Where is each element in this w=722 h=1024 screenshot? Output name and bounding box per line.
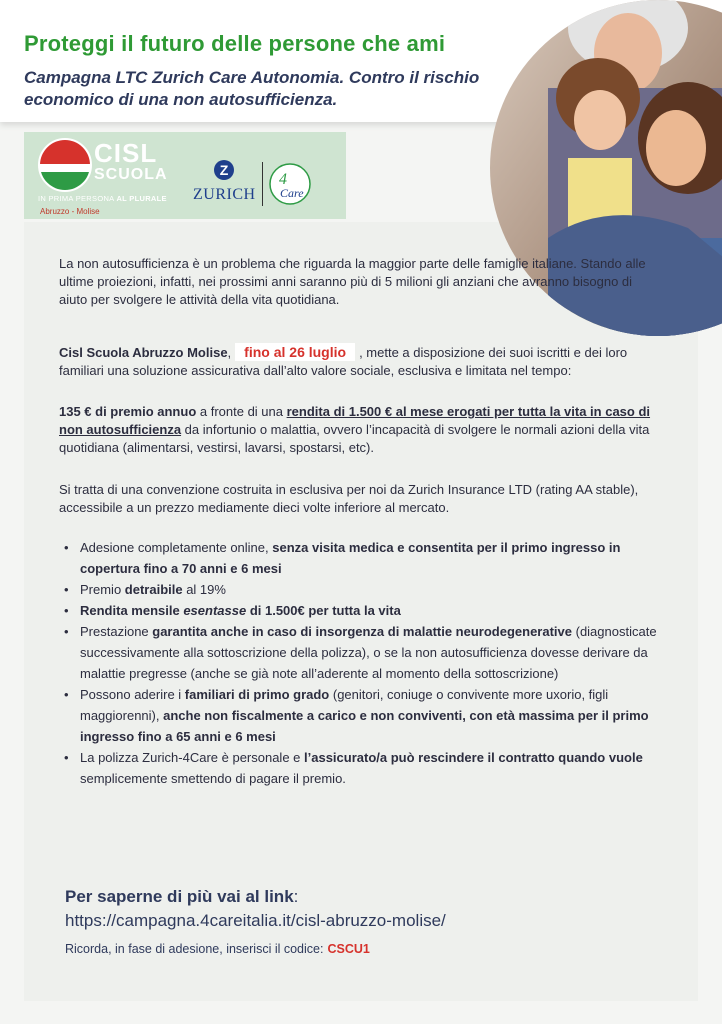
list-item: • Adesione completamente online, senza visita medica e consentita per il primo ingresso in copertura fino a 70 anni e 6 mesi — [59, 537, 659, 579]
annual-premium: 135 € di premio annuo — [59, 404, 197, 419]
cisl-region: Abruzzo - Molise — [40, 207, 100, 216]
cisl-slogan: IN PRIMA PERSONA AL PLURALE — [38, 194, 167, 203]
convention-paragraph: Si tratta di una convenzione costruita in esclusiva per noi da Zurich Insurance LTD (rating AA stable), accessibile a un prezzo mediamente dieci volte inferiore al mercato. — [59, 482, 639, 515]
zurich-logo-icon: Z — [214, 160, 234, 180]
price-paragraph: 135 € di premio annuo a fronte di una rendita di 1.500 € al mese erogati per tutta la vita in caso di non autosufficienza da infortunio o malattia, ovvero l’incapacità di svolgere le normali azioni della vita quotidiana (alimentarsi, vestirsi, lavarsi, spostarsi, etc). — [59, 404, 651, 455]
logo-bar — [24, 132, 346, 219]
4care-logo-icon — [268, 162, 312, 206]
intro-paragraph: La non autosufficienza è un problema che riguarda la maggior parte delle famiglie italiane. Stando alle ultime proiezioni, infatti, nei prossimi anni saranno più di 5 milioni gli anziani che avranno bisogno di aiuto per svolgere le attività della vita quotidiana. — [59, 256, 646, 307]
benefits-list — [59, 537, 659, 789]
list-item: • Prestazione garantita anche in caso di insorgenza di malattie neurodegenerative (diagnosticate successivamente alla sottoscrizione della polizza), o se la non autosufficienza dovesse derivare da malattie pregresse (anche se già note all’aderente al momento della sottoscrizione) — [59, 621, 659, 684]
cisl-logo-sub: SCUOLA — [94, 166, 168, 183]
monthly-annuity: rendita di 1.500 € al mese erogati per tutta la vita in caso di non autosufficienza — [59, 404, 651, 437]
info-heading: Per saperne di più vai al link: — [65, 887, 299, 906]
4care-logo-number: 4 — [279, 171, 287, 188]
list-item: • Rendita mensile esentasse di 1.500€ per tutta la vita — [59, 600, 659, 621]
list-item: • Possono aderire i familiari di primo grado (genitori, coniuge o convivente more uxorio, figli maggiorenni), anche non fiscalmente a carico e non conviventi, con età massima per il primo ingresso fino a 65 anni e 6 mesi — [59, 684, 659, 747]
org-name: Cisl Scuola Abruzzo Molise — [59, 345, 228, 360]
list-item: • La polizza Zurich-4Care è personale e l’assicurato/a può rescindere il contratto quando vuole semplicemente smettendo di pagare il premio. — [59, 747, 659, 789]
zurich-logo-name: ZURICH — [193, 186, 256, 203]
cisl-logo-icon — [38, 138, 92, 192]
adhesion-code: CSCU1 — [327, 942, 370, 956]
logo-divider — [262, 162, 263, 206]
campaign-link[interactable]: https://campagna.4careitalia.it/cisl-abruzzo-molise/ — [65, 911, 446, 930]
4care-logo-word: Care — [280, 186, 304, 200]
offer-paragraph: Cisl Scuola Abruzzo Molise, fino al 26 luglio , mette a disposizione dei suoi iscritti e dei loro familiari una soluzione assicurativa dall’alto valore sociale, esclusiva e limitata nel tempo: — [59, 344, 628, 378]
cisl-logo-name: CISL — [94, 138, 158, 168]
code-note: Ricorda, in fase di adesione, inserisci il codice: CSCU1 — [65, 942, 370, 956]
page-subtitle: Campagna LTC Zurich Care Autonomia. Contro il rischio economico di una non autosufficienza. — [24, 68, 480, 109]
page-title: Proteggi il futuro delle persone che ami — [24, 31, 446, 56]
list-item: • Premio detraibile al 19% — [59, 579, 659, 600]
deadline-highlight: fino al 26 luglio — [235, 343, 355, 361]
